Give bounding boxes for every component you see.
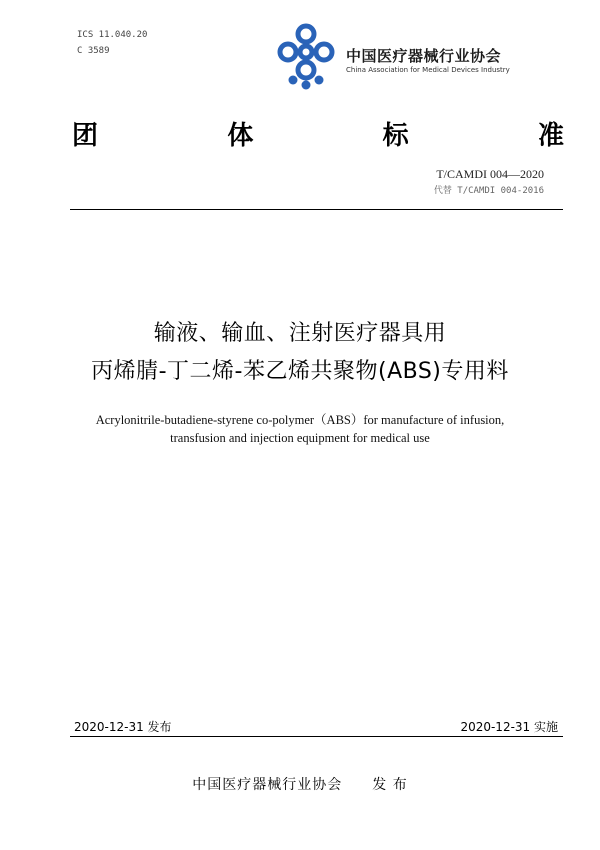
header-divider: [70, 209, 563, 210]
document-title-cn-line1: 输液、输血、注射医疗器具用: [153, 321, 447, 346]
document-title-cn-line2: 丙烯腈-丁二烯-苯乙烯共聚物(ABS)专用料: [91, 359, 509, 384]
standard-type-char: 标: [382, 121, 409, 151]
org-name-en: China Association for Medical Devices Industry: [346, 66, 510, 74]
replaces-standard: 代替 T/CAMDI 004-2016: [433, 186, 544, 196]
document-title-en-line1: Acrylonitrile-butadiene-styrene co-polymer（ABS）for manufacture of infusion,: [95, 413, 505, 427]
standard-type-char: 体: [227, 121, 254, 151]
org-name-cn: 中国医疗器械行业协会: [346, 47, 502, 65]
implement-date: 2020-12-31 实施: [460, 720, 558, 734]
ccs-code: C 3589: [77, 46, 110, 56]
footer-divider: [70, 736, 563, 737]
camdi-logo-icon: [273, 22, 339, 92]
standard-type-title: [72, 115, 564, 152]
standard-type-char: 准: [537, 121, 564, 151]
standard-number: T/CAMDI 004—2020: [436, 167, 544, 181]
document-title-en-line2: transfusion and injection equipment for medical use: [170, 431, 430, 445]
publish-date: 2020-12-31 发布: [74, 720, 172, 734]
ics-code: ICS 11.040.20: [77, 30, 148, 40]
publisher: 中国医疗器械行业协会 发 布: [192, 777, 408, 793]
standard-type-char: 团: [72, 121, 99, 151]
